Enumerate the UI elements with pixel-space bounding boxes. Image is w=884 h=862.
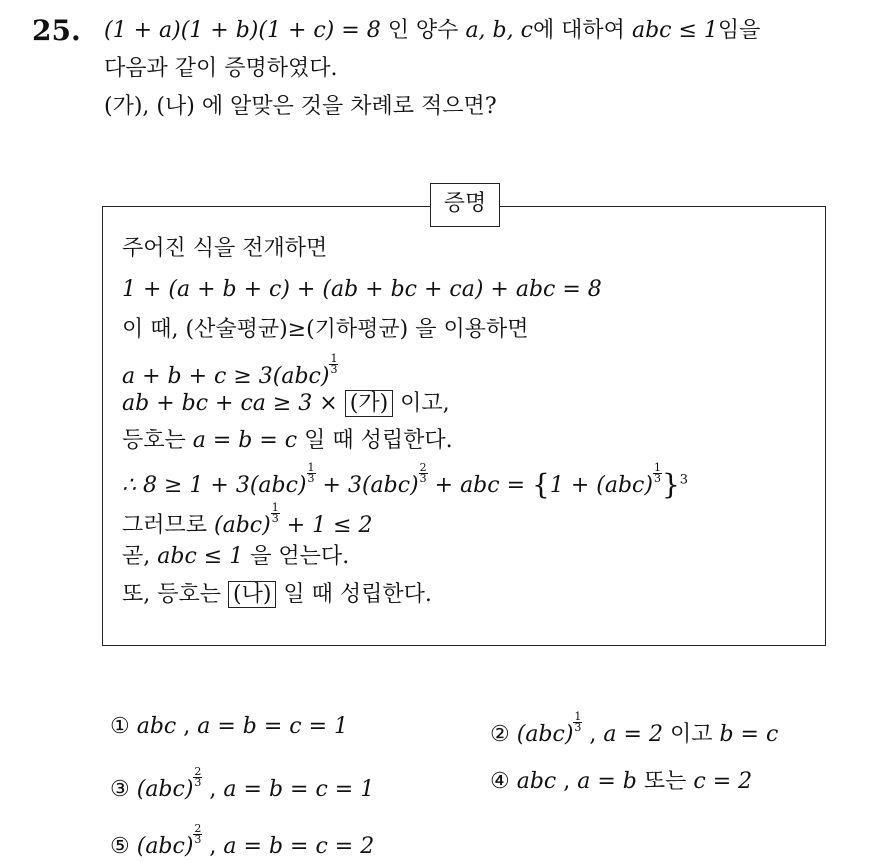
exponent-one-third: $\frac{1}{3}$ [574, 710, 582, 734]
proof-line-6: 등호는 a = b = c 일 때 성립한다. [122, 428, 453, 453]
exponent-one-third: $\frac{1}{3}$ [653, 461, 661, 485]
proof-line-7: ∴ 8 ≥ 1 + 3(abc) $\frac{1}{3}$ + 3(abc) $\frac{2}{3}$ + abc = {1 + (abc) $\frac{1}{3}$ }$^3$ [122, 461, 689, 501]
proof-line-1: 주어진 식을 전개하면 [122, 236, 328, 261]
given-equation: (1 + a)(1 + b)(1 + c) = 8 [104, 18, 381, 43]
option-2[interactable]: ② (abc) $\frac{1}{3}$ , a = 2 이고 b = c [490, 710, 779, 747]
text-for: 에 대하여 [532, 18, 625, 43]
text-that: 임을 [717, 18, 761, 43]
left-brace: { [532, 467, 550, 501]
proof-line-10: 또, 등호는 (나) 일 때 성립한다. [122, 582, 432, 607]
exponent-one-third: $\frac{1}{3}$ [271, 501, 279, 525]
target-inequality: abc ≤ 1 [631, 18, 718, 43]
proof-line-8: 그러므로 (abc) $\frac{1}{3}$ + 1 ≤ 2 [122, 501, 373, 538]
proof-line-4 [122, 354, 338, 392]
proof-line-9: 곧, abc ≤ 1 을 얻는다. [122, 544, 350, 569]
exponent-one-third: $\frac{1}{3}$ [330, 352, 338, 376]
problem-line-3: (가), (나) 에 알맞은 것을 차례로 적으면? [104, 94, 497, 119]
am-gm-product-sum: ab + bc + ca ≥ 3 × [122, 391, 338, 416]
proof-line-5 [122, 389, 450, 419]
proof-line-2: 1 + (a + b + c) + (ab + bc + ca) + abc = 8 [122, 277, 602, 302]
text-positive: 인 양수 [387, 18, 459, 43]
option-4[interactable]: ④ abc , a = b 또는 c = 2 [490, 769, 753, 794]
proof-title: 증명 [430, 183, 500, 227]
exponent-two-thirds: $\frac{2}{3}$ [419, 461, 427, 485]
text-and: 이고, [400, 391, 450, 416]
proof-line-3: 이 때, (산술평균)≥(기하평균) 을 이용하면 [122, 317, 529, 342]
blank-na: (나) [228, 581, 276, 608]
exponent-one-third: $\frac{1}{3}$ [307, 461, 315, 485]
equality-condition: a = b = c [192, 428, 298, 453]
exponent-two-thirds: $\frac{2}{3}$ [194, 765, 202, 789]
am-gm-sum: a + b + c ≥ 3(abc) [122, 363, 330, 389]
problem-number: 25. [32, 14, 81, 47]
blank-ga: (가) [345, 390, 393, 417]
option-3[interactable]: ③ (abc) $\frac{2}{3}$ , a = b = c = 1 [110, 765, 375, 802]
problem-line-2: 다음과 같이 증명하였다. [104, 56, 338, 81]
exponent-two-thirds: $\frac{2}{3}$ [194, 822, 202, 846]
option-1[interactable]: ① abc , a = b = c = 1 [110, 714, 349, 739]
variables: a, b, c [465, 18, 533, 43]
right-brace: } [661, 467, 680, 501]
option-5[interactable]: ⑤ (abc) $\frac{2}{3}$ , a = b = c = 2 [110, 822, 375, 859]
cube-exponent: 3 [679, 472, 689, 488]
problem-line-1 [104, 14, 760, 48]
